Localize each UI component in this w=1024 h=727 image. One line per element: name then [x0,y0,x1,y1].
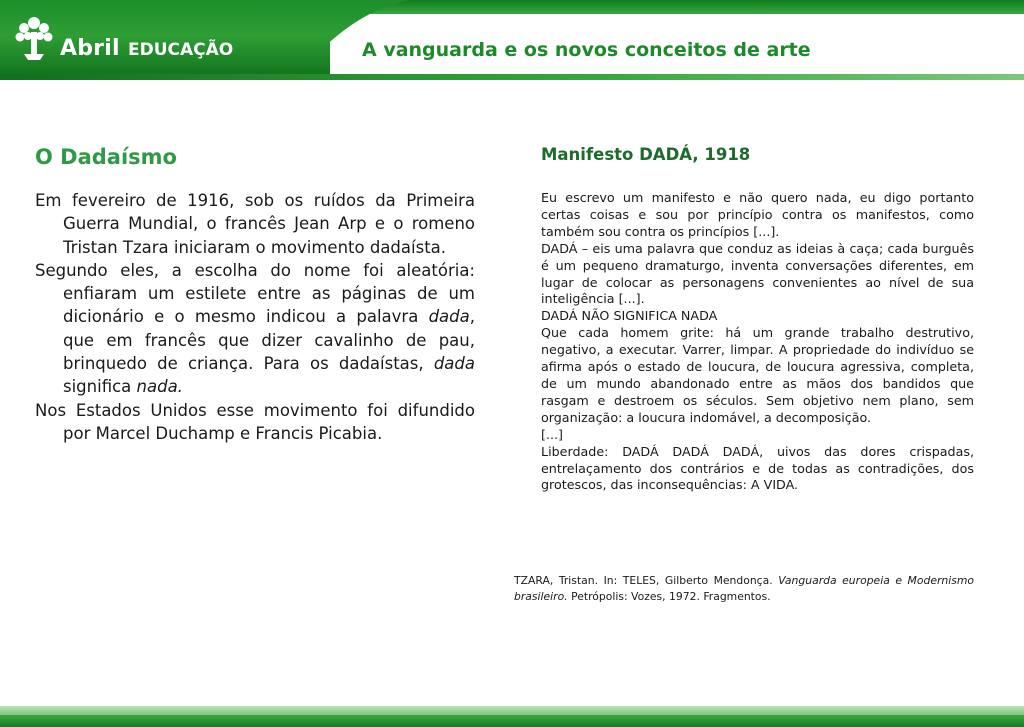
slide-title: A vanguarda e os novos conceitos de arte [362,39,811,61]
manifesto-line: DADÁ – eis uma palavra que conduz as ideias à caça; cada burguês é um pequeno dramaturgo, inventa conversações diferentes, em lugar de colocar as personagens convenientes ao nível de sua inteligência [...]. [541,240,974,307]
citation [514,573,974,605]
manifesto-line: Que cada homem grite: há um grande trabalho destrutivo, negativo, a executar. Varrer, limpar. A propriedade do indivíduo se afirma após o estado de loucura, de loucura agressiva, completa, de um mundo abandonado entre as mãos dos bandidos que rasgam e destroem os séculos. Sem objetivo nem plano, sem organização: a loucura indomável, a decomposição. [541,325,974,425]
citation-prefix: TZARA, Tristan. In: TELES, Gilberto Mendonça. [514,574,779,587]
paragraph-text: Segundo eles, a escolha do nome foi aleatória: enfiaram um estilete entre as páginas de um dicionário e o mesmo indicou a palavra [35,260,475,327]
paragraph-text: , que em francês que dizer cavalinho de pau, brinquedo de criança. Para os dadaístas, [63,307,475,374]
manifesto-text [541,190,974,494]
header-rule [0,74,1024,80]
footer-dark-stripe [0,715,1024,727]
left-text-column [35,189,475,445]
citation-book-title: Vanguarda europeia e Modernismo brasileiro. [514,574,975,603]
manifesto-line: DADÁ NÃO SIGNIFICA NADA [541,308,718,324]
paragraph-text: significa [63,377,137,397]
footer-light-stripe [0,706,1024,715]
logo-brand-text: Abril [60,36,120,61]
citation-suffix: Petrópolis: Vozes, 1972. Fragmentos. [567,590,771,603]
manifesto-line: [...] [541,426,563,442]
paragraph-name-choice [35,259,475,399]
section-heading: O Dadaísmo [35,145,177,169]
tree-logo-icon [14,14,54,60]
manifesto-line: Liberdade: DADÁ DADÁ DADÁ, uivos das dores crispadas, entrelaçamento dos contrários e de todas as contradições, dos grotescos, das inconsequências: A VIDA. [541,443,974,493]
header-banner [0,0,1024,80]
footer-band [0,706,1024,727]
logo-subbrand-text: EDUCAÇÃO [128,40,234,60]
emphasis-dada: dada [433,354,475,374]
manifesto-title: Manifesto DADÁ, 1918 [541,145,751,164]
paragraph-origin: Em fevereiro de 1916, sob os ruídos da Primeira Guerra Mundial, o francês Jean Arp e o romeno Tristan Tzara iniciaram o movimento dadaísta. [35,191,475,257]
emphasis-dada: dada [428,307,470,327]
paragraph-usa: Nos Estados Unidos esse movimento foi difundido por Marcel Duchamp e Francis Picabia. [35,400,475,443]
manifesto-line: Eu escrevo um manifesto e não quero nada, eu digo portanto certas coisas e sou por princípio contra os manifestos, como também sou contra os princípios [...]. [541,190,974,239]
emphasis-nada: nada. [136,377,183,397]
